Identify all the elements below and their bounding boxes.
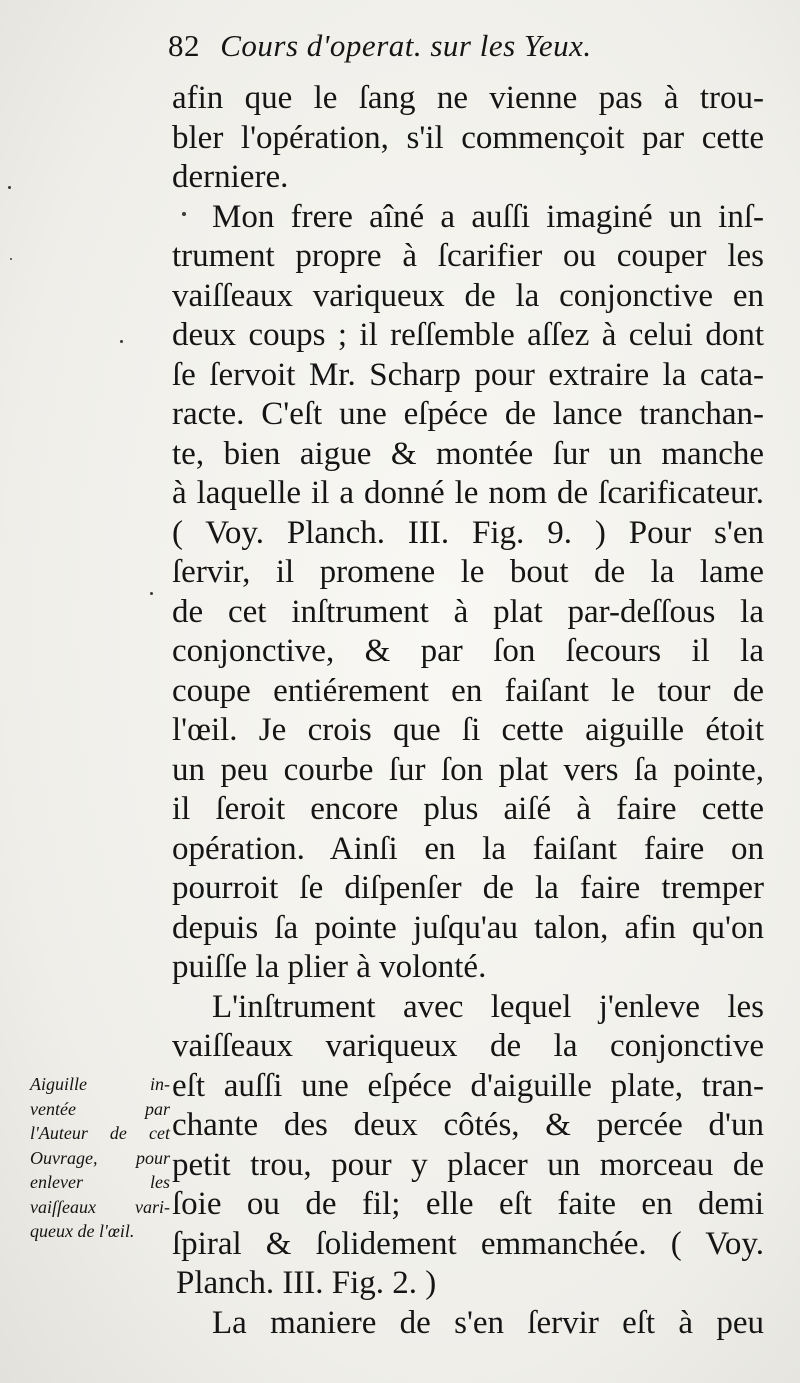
text-line: à laquelle il a donné le nom de ſcarificateur. <box>172 475 764 511</box>
ink-speck <box>182 212 186 216</box>
text-line: un peu courbe ſur ſon plat vers ſa pointe, <box>172 752 764 788</box>
margin-note-line: Ouvrage, pour <box>30 1148 170 1168</box>
text-line: puiſſe la plier à volonté. <box>172 949 487 985</box>
text-line: deux coups ; il reſſemble aſſez à celui dont <box>172 317 764 353</box>
text-line: ſe ſervoit Mr. Scharp pour extraire la cata- <box>172 357 764 393</box>
margin-note-line: ventée par <box>30 1099 170 1119</box>
text-line: coupe entiérement en faiſant le tour de <box>172 673 764 709</box>
margin-note-line: vaiſſeaux vari- <box>30 1197 170 1217</box>
text-line: il ſeroit encore plus aiſé à faire cette <box>172 791 764 827</box>
text-line: Mon frere aîné a auſſi imaginé un inſ- <box>212 199 764 235</box>
ink-speck <box>120 340 123 343</box>
text-line: racte. C'eſt une eſpéce de lance tranchan- <box>172 396 764 432</box>
text-line: La maniere de s'en ſervir eſt à peu <box>212 1305 764 1341</box>
text-line: vaiſſeaux variqueux de la conjonctive <box>172 1028 764 1064</box>
running-header <box>168 28 768 68</box>
text-line: chante des deux côtés, & percée d'un <box>172 1107 764 1143</box>
text-line: vaiſſeaux variqueux de la conjonctive en <box>172 278 764 314</box>
ink-speck <box>8 186 11 189</box>
margin-note-line: enlever les <box>30 1172 170 1192</box>
text-line: trument propre à ſcarifier ou couper les <box>172 238 764 274</box>
text-line: Planch. III. Fig. 2. ) <box>176 1265 437 1301</box>
text-line: petit trou, pour y placer un morceau de <box>172 1147 764 1183</box>
ink-speck <box>150 592 153 595</box>
text-line: pourroit ſe diſpenſer de la faire tremper <box>172 870 764 906</box>
text-line: ( Voy. Planch. III. Fig. 9. ) Pour s'en <box>172 515 764 551</box>
text-line: ſervir, il promene le bout de la lame <box>172 554 764 590</box>
text-line: conjonctive, & par ſon ſecours il la <box>172 633 764 669</box>
text-line: depuis ſa pointe juſqu'au talon, afin qu'on <box>172 910 764 946</box>
text-line: de cet inſtrument à plat par-deſſous la <box>172 594 764 630</box>
text-line: ſpiral & ſolidement emmanchée. ( Voy. <box>172 1226 764 1262</box>
text-line: te, bien aigue & montée ſur un manche <box>172 436 764 472</box>
running-title: Cours d'operat. sur les Yeux. <box>220 28 592 63</box>
margin-note-line: l'Auteur de cet <box>30 1123 170 1143</box>
text-line: eſt auſſi une eſpéce d'aiguille plate, tran- <box>172 1068 764 1104</box>
text-line: l'œil. Je crois que ſi cette aiguille étoit <box>172 712 764 748</box>
ink-speck <box>10 258 12 260</box>
text-line: L'inſtrument avec lequel j'enleve les <box>212 989 764 1025</box>
text-line: ſoie ou de fil; elle eſt faite en demi <box>172 1186 764 1222</box>
margin-note-line: Aiguille in- <box>30 1074 170 1094</box>
text-line: bler l'opération, s'il commençoit par cette <box>172 120 764 156</box>
text-line: opération. Ainſi en la faiſant faire on <box>172 831 764 867</box>
page-number: 82 <box>168 28 200 63</box>
text-line: afin que le ſang ne vienne pas à trou- <box>172 80 764 116</box>
text-line: derniere. <box>172 159 289 195</box>
margin-note-line: queux de l'œil. <box>30 1221 135 1241</box>
